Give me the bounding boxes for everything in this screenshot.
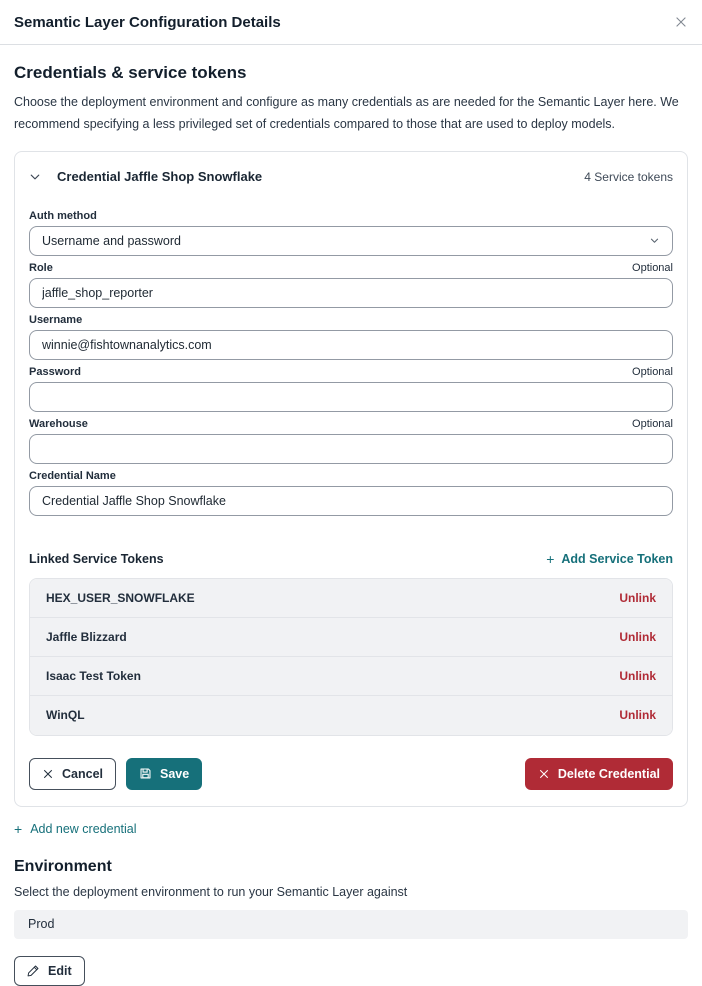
token-name: Jaffle Blizzard	[46, 629, 127, 644]
unlink-button[interactable]: Unlink	[619, 708, 656, 723]
service-tokens-table	[29, 578, 673, 736]
token-name: Isaac Test Token	[46, 668, 141, 683]
chevron-down-icon[interactable]	[29, 171, 41, 183]
credential-form	[29, 210, 673, 516]
environment-value-field: Prod	[14, 910, 688, 939]
auth-method-label: Auth method	[29, 209, 97, 222]
environment-description: Select the deployment environment to run your Semantic Layer against	[14, 884, 408, 899]
role-input[interactable]	[29, 278, 673, 308]
auth-method-value: Username and password	[42, 233, 181, 248]
table-row	[30, 657, 672, 696]
credential-name-field	[29, 470, 673, 516]
save-disk-icon	[139, 767, 152, 780]
username-label: Username	[29, 313, 83, 326]
password-optional-label: Optional	[632, 365, 673, 378]
dialog-header	[0, 0, 702, 45]
cancel-button-label: Cancel	[62, 766, 103, 781]
service-tokens-count: 4 Service tokens	[584, 169, 673, 184]
linked-tokens-header	[29, 552, 673, 566]
plus-icon: +	[14, 820, 23, 837]
role-label: Role	[29, 261, 53, 274]
token-name: WinQL	[46, 708, 85, 723]
linked-tokens-title: Linked Service Tokens	[29, 551, 164, 566]
add-new-credential-link[interactable]	[14, 822, 137, 836]
table-row	[30, 579, 672, 618]
unlink-button[interactable]: Unlink	[619, 668, 656, 683]
password-label: Password	[29, 365, 81, 378]
pencil-icon	[27, 964, 40, 977]
unlink-button[interactable]: Unlink	[619, 629, 656, 644]
table-row	[30, 696, 672, 735]
delete-credential-label: Delete Credential	[557, 766, 660, 781]
dialog-body	[0, 63, 702, 986]
warehouse-input[interactable]	[29, 434, 673, 464]
credential-name-label: Credential Name	[29, 469, 116, 482]
credentials-section-heading: Credentials & service tokens	[14, 63, 247, 82]
save-button-label: Save	[160, 766, 190, 781]
credential-name-input[interactable]	[29, 486, 673, 516]
edit-button[interactable]	[14, 956, 85, 986]
environment-heading: Environment	[14, 857, 112, 875]
add-new-credential-label: Add new credential	[30, 821, 137, 836]
username-field	[29, 314, 673, 360]
delete-credential-button[interactable]	[525, 758, 673, 790]
credentials-section-description: Choose the deployment environment and configure as many credentials as are needed for the Semantic Layer here. We recommend specifying a less privileged set of credentials compared to those that are used to deploy models.	[14, 95, 679, 131]
close-icon[interactable]	[674, 15, 688, 29]
credential-card-title: Credential Jaffle Shop Snowflake	[57, 169, 263, 185]
edit-button-label: Edit	[48, 963, 72, 978]
role-optional-label: Optional	[632, 261, 673, 274]
cancel-button[interactable]	[29, 758, 116, 790]
warehouse-field	[29, 418, 673, 464]
password-input[interactable]	[29, 382, 673, 412]
auth-method-field	[29, 210, 673, 256]
card-actions	[29, 758, 673, 790]
role-field	[29, 262, 673, 308]
save-button[interactable]	[126, 758, 202, 790]
chevron-down-icon	[649, 235, 660, 246]
token-name: HEX_USER_SNOWFLAKE	[46, 590, 195, 605]
warehouse-label: Warehouse	[29, 417, 88, 430]
unlink-button[interactable]: Unlink	[619, 590, 656, 605]
password-field	[29, 366, 673, 412]
auth-method-select[interactable]	[29, 226, 673, 256]
warehouse-optional-label: Optional	[632, 417, 673, 430]
credential-card	[14, 151, 688, 807]
x-icon	[42, 768, 54, 780]
username-input[interactable]	[29, 330, 673, 360]
table-row	[30, 618, 672, 657]
add-service-token-link[interactable]	[546, 552, 673, 566]
add-service-token-label: Add Service Token	[561, 551, 673, 566]
credential-card-header[interactable]	[29, 164, 673, 190]
x-icon	[538, 768, 550, 780]
plus-icon: +	[546, 550, 555, 567]
dialog-title: Semantic Layer Configuration Details	[14, 13, 281, 31]
